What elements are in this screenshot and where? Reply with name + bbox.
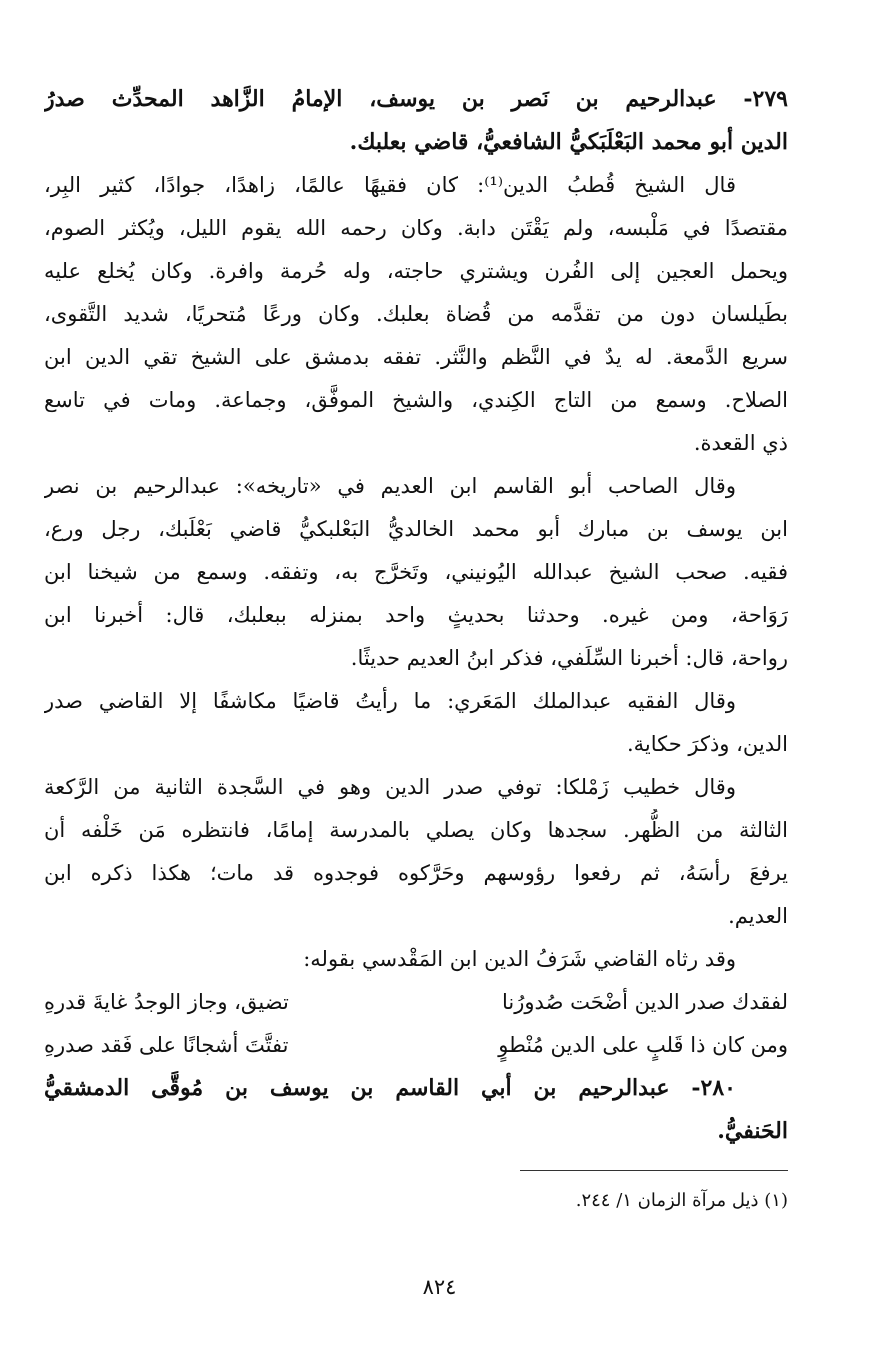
entry-280-heading-line-1: ٢٨٠- عبدالرحيم بن أبي القاسم بن يوسف بن مُوقَّى الدمشقيُّ (44, 1075, 736, 1101)
footnote-separator (520, 1170, 788, 1171)
paragraph-4-line-3: يرفعَ رأسَهُ، ثم رفعوا رؤوسهم وحَرَّكوه فوجدوه قد مات؛ هكذا ذكره ابن (44, 861, 788, 885)
paragraph-2-line-4: رَوَاحة، ومن غيره. وحدثنا بحديثٍ واحد بمنزله ببعلبك، قال: أخبرنا ابن (44, 603, 788, 627)
paragraph-2-line-1: وقال الصاحب أبو القاسم ابن العديم في «تاريخه»: عبدالرحيم بن نصر (44, 474, 736, 498)
paragraph-1-line-2: مقتصدًا في مَلْبسه، ولم يَقْتَن دابة. وكان رحمه الله يقوم الليل، ويُكثر الصوم، (44, 216, 788, 240)
verse-1-second-hemistich: تضيق، وجاز الوجدُ غايةَ قدرهِ (44, 990, 289, 1014)
verse-2-second-hemistich: تفتَّتَ أشجانًا على فَقد صدرهِ (44, 1033, 289, 1057)
paragraph-2-line-3: فقيه. صحب الشيخ عبدالله اليُونيني، وتَخرَّج به، وتفقه. وسمع من شيخنا ابن (44, 560, 788, 584)
verse-2-first-hemistich: ومن كان ذا قَلبٍ على الدين مُنْطوٍ (498, 1033, 788, 1057)
verse-line-2 (44, 1024, 788, 1067)
verse-line-1 (44, 981, 788, 1024)
paragraph-5-line-1: وقد رثاه القاضي شَرَفُ الدين ابن المَقْدسي بقوله: (303, 947, 736, 971)
entry-280-heading-line-2: الحَنفيُّ. (717, 1118, 788, 1144)
paragraph-1-line-5: سريع الدَّمعة. له يدٌ في النَّظم والنَّثر. تفقه بدمشق على الشيخ تقي الدين ابن (44, 345, 788, 369)
paragraph-2-line-2: ابن يوسف بن مبارك أبو محمد الخالديُّ البَعْلبكيُّ قاضي بَعْلَبك، رجل ورع، (44, 517, 788, 541)
paragraph-3-line-1: وقال الفقيه عبدالملك المَعَري: ما رأيتُ قاضيًا مكاشفًا إلا القاضي صدر (44, 689, 736, 713)
paragraph-1-line-1: قال الشيخ قُطبُ الدين⁽¹⁾: كان فقيهًا عالمًا، زاهدًا، جوادًا، كثير البِر، (44, 173, 736, 197)
verse-1-first-hemistich: لفقدك صدر الدين أضْحَت صُدورُنا (502, 990, 788, 1014)
paragraph-4-line-2: الثالثة من الظُّهر. سجدها وكان يصلي بالمدرسة إمامًا، فانتظره مَن خَلْفه أن (44, 818, 788, 842)
paragraph-2-line-5: رواحة، قال: أخبرنا السِّلَفي، فذكر ابنُ العديم حديثًا. (350, 646, 788, 670)
entry-279-heading-line-1: ٢٧٩- عبدالرحيم بن نَصر بن يوسف، الإمامُ الزَّاهد المحدِّث صدرُ (44, 86, 788, 112)
paragraph-4-line-4: العديم. (728, 904, 788, 928)
paragraph-1-line-3: ويحمل العجين إلى الفُرن ويشتري حاجته، وله حُرمة وافرة. وكان يُخلع عليه (44, 259, 788, 283)
footnote: (١) ذيل مرآة الزمان ١/ ٢٤٤. (575, 1190, 788, 1211)
paragraph-4-line-1: وقال خطيب زَمْلكا: توفي صدر الدين وهو في السَّجدة الثانية من الرَّكعة (44, 775, 736, 799)
paragraph-1-line-6: الصلاح. وسمع من التاج الكِندي، والشيخ الموفَّق، وجماعة. ومات في تاسع (44, 388, 788, 412)
paragraph-1-line-7: ذي القعدة. (693, 431, 788, 455)
page-number: ٨٢٤ (422, 1275, 457, 1299)
main-text (44, 78, 788, 1153)
paragraph-3-line-2: الدين، وذكرَ حكاية. (626, 732, 788, 756)
paragraph-1-line-4: بطَيلسان دون من تقدَّمه من قُضاة بعلبك. وكان ورعًا مُتحريًا، شديد التَّقوى، (44, 302, 788, 326)
entry-279-heading-line-2: الدين أبو محمد البَعْلَبَكيُّ الشافعيُّ، قاضي بعلبك. (349, 129, 788, 155)
